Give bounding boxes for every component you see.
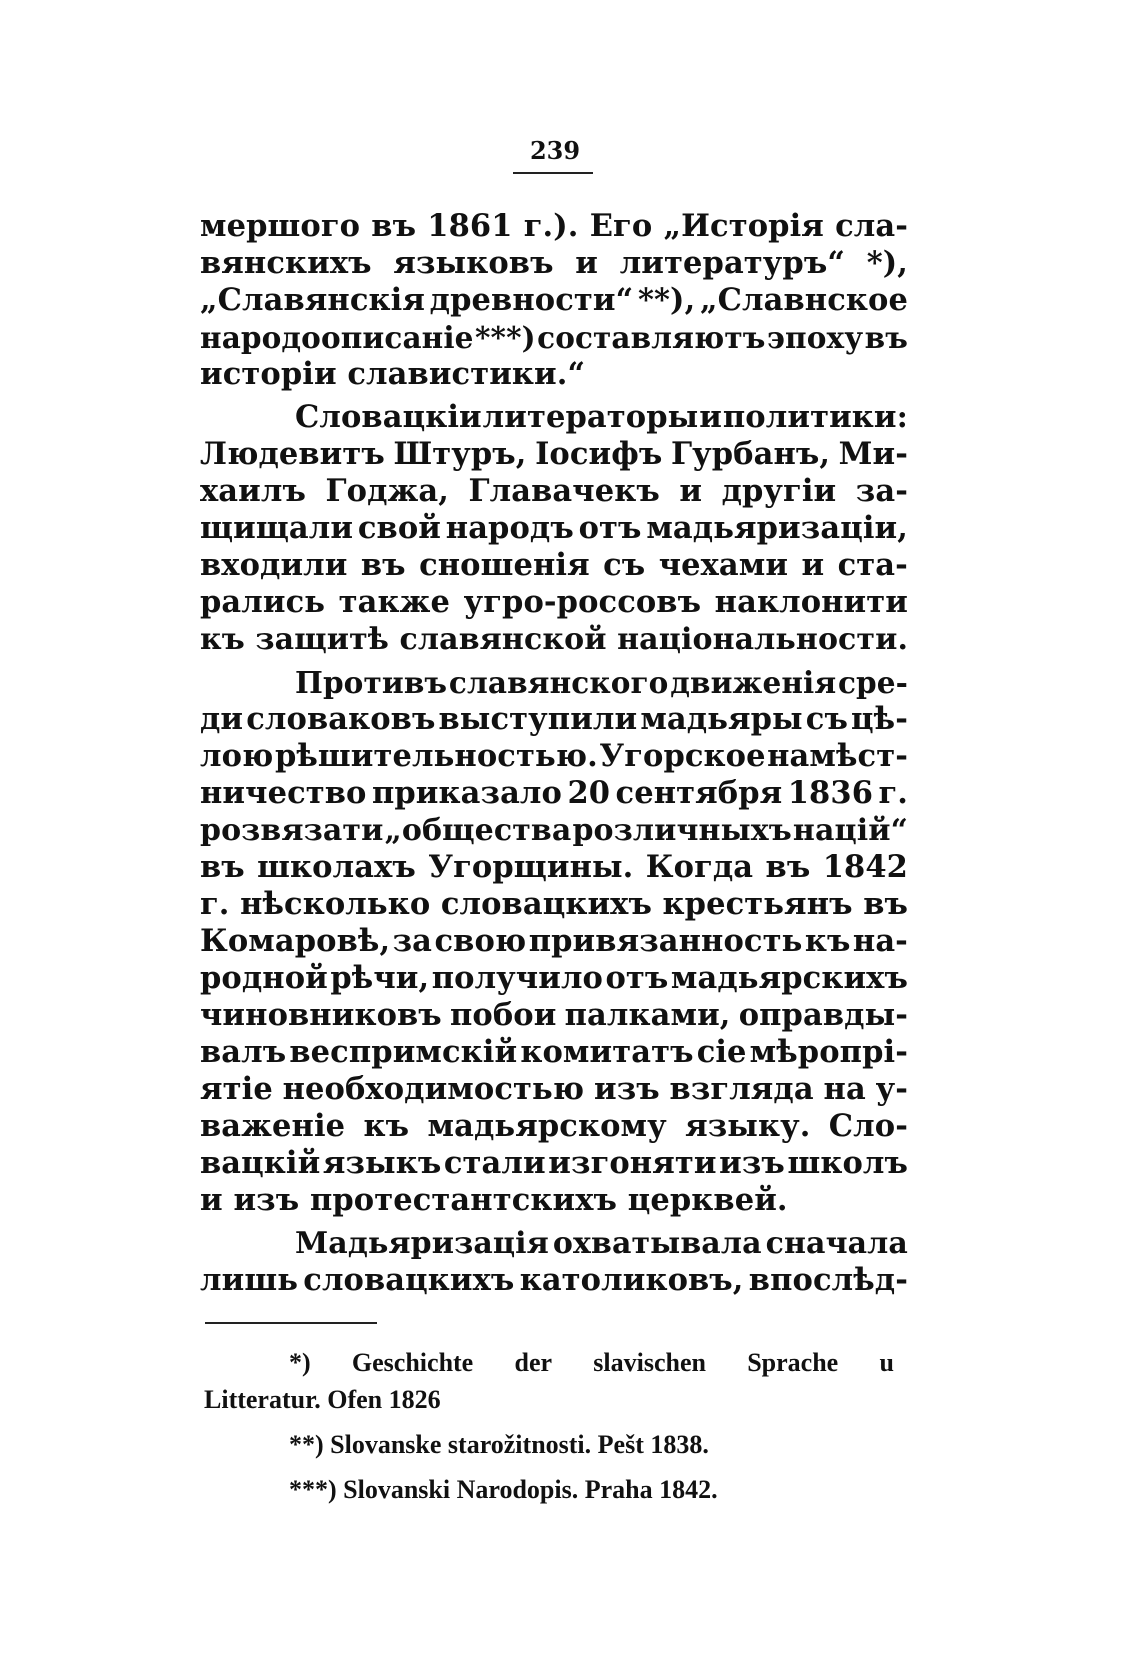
text-line: чиновниковъ побои палками, оправды- <box>200 997 908 1033</box>
paragraph-1 <box>200 208 908 393</box>
text-line: хаилъ Годжа, Главачекъ и другіи за- <box>200 473 908 509</box>
text-line: рались также угро-россовъ наклонити <box>200 584 908 620</box>
text-line: родной рѣчи, получило отъ мадьярскихъ <box>200 960 908 996</box>
text-line: лишь словацкихъ католиковъ, впослѣд- <box>200 1262 908 1298</box>
paragraph-3 <box>200 664 908 1219</box>
text-line: исторіи славистики.“ <box>200 356 586 392</box>
text-line: Людевитъ Штуръ, Іосифъ Гурбанъ, Ми- <box>200 436 908 472</box>
paragraph-2 <box>200 399 908 658</box>
footnotes <box>204 1344 894 1508</box>
text-line: валъ веспримскій комитатъ сіе мѣропрі- <box>200 1034 908 1070</box>
text-line: и изъ протестантскихъ церквей. <box>200 1182 788 1218</box>
footnote-1 <box>204 1344 894 1418</box>
footnote-line: Litteratur. Ofen 1826 <box>204 1385 441 1414</box>
footnote-2 <box>204 1426 894 1463</box>
footnote-line: ***) Slovanski Narodopis. Praha 1842. <box>289 1475 718 1504</box>
text-line: ди словаковъ выступили мадьяры съ цѣ- <box>200 701 908 737</box>
text-line: ничество приказало 20 сентября 1836 г. <box>200 775 908 811</box>
text-line: къ защитѣ славянской національности. <box>200 622 908 657</box>
text-line: Словацкіи литераторы и политики: <box>295 399 908 435</box>
text-line: Комаровѣ, за свою привязанность къ на- <box>200 923 908 959</box>
text-line: ятіе необходимостью изъ взгляда на у- <box>200 1071 908 1107</box>
text-line: розвязати „общества розличныхъ націй“ <box>200 813 908 848</box>
text-line: Мадьяризація охватывала сначала <box>295 1226 908 1261</box>
paragraph-4 <box>200 1225 908 1299</box>
text-line: „Славянскія древности“ **), „Славнское <box>200 282 908 318</box>
footnote-rule <box>205 1322 377 1324</box>
footnote-3 <box>204 1471 894 1508</box>
footnote-line: **) Slovanske starožitnosti. Pešt 1838. <box>289 1430 709 1459</box>
text-line: щищали свой народъ отъ мадьяризаціи, <box>200 510 908 546</box>
text-line: въ школахъ Угорщины. Когда въ 1842 <box>200 849 908 885</box>
text-line: г. нѣсколько словацкихъ крестьянъ въ <box>200 886 908 922</box>
page-number-rule <box>513 172 593 174</box>
text-line: вянскихъ языковъ и литературъ“ *), <box>200 245 908 281</box>
text-line: Противъ славянского движенія сре- <box>295 665 908 700</box>
page-number: 239 <box>529 136 581 165</box>
footnote-line: *) Geschichte der slavischen Sprache u <box>289 1348 894 1377</box>
text-line: народоописаніе ***) составляютъ эпоху въ <box>200 320 908 355</box>
text-line: лою рѣшительностью. Угорское намѣст- <box>200 738 908 774</box>
text-line: вацкій языкъ стали изгоняти изъ школъ <box>200 1145 908 1181</box>
text-line: входили въ сношенія съ чехами и ста- <box>200 547 908 583</box>
text-line: мершого въ 1861 г.). Его „Исторія сла- <box>200 208 908 244</box>
body-text <box>200 208 908 1299</box>
text-line: важеніе къ мадьярскому языку. Сло- <box>200 1108 908 1144</box>
